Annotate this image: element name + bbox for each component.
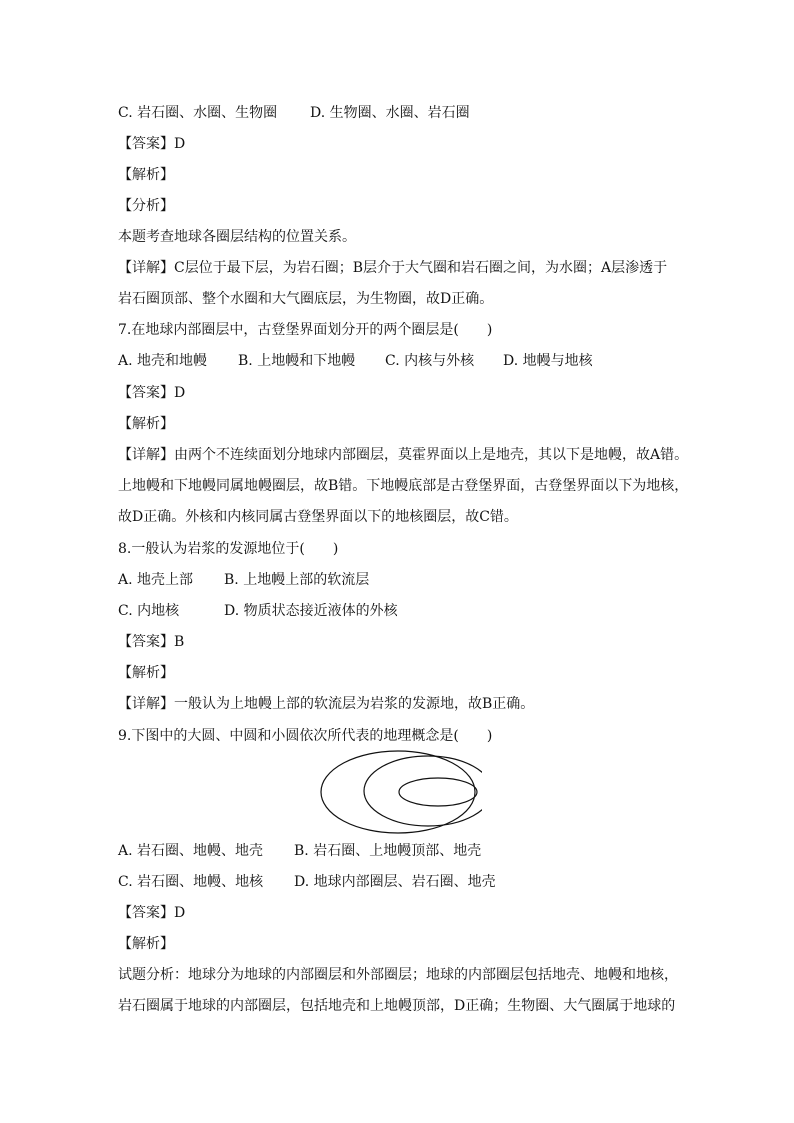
middle-circle (364, 756, 482, 826)
q8-answer: 【答案】B (118, 634, 185, 650)
q9-option-c: C. 岩石圈、地幔、地核 (118, 874, 264, 890)
q9-option-b: B. 岩石圈、上地幔顶部、地壳 (294, 843, 482, 859)
large-circle (321, 751, 475, 833)
q7-option-d: D. 地幔与地核 (503, 353, 593, 369)
q7-question: 7.在地球内部圈层中，古登堡界面划分开的两个圈层是( ) (118, 322, 493, 338)
q8-option-b: B. 上地幔上部的软流层 (224, 572, 370, 588)
small-circle (399, 778, 477, 806)
q6-answer: 【答案】D (118, 136, 186, 152)
q6-options-cd (118, 104, 470, 122)
q9-options-ab (118, 842, 481, 860)
q7-option-a: A. 地壳和地幔 (118, 353, 208, 369)
q9-detail-line-1: 试题分析：地球分为地球的内部圈层和外部圈层；地球的内部圈层包括地壳、地幔和地核， (118, 967, 678, 983)
q9-option-a: A. 岩石圈、地幔、地壳 (118, 843, 264, 859)
q7-option-b: B. 上地幔和下地幔 (238, 353, 356, 369)
q8-option-c: C. 内地核 (118, 603, 180, 619)
q9-option-d: D. 地球内部圈层、岩石圈、地壳 (294, 874, 496, 890)
q9-analysis-heading: 【解析】 (118, 936, 174, 952)
q6-detail-line-2: 岩石圈顶部、整个水圈和大气圈底层，为生物圈，故D正确。 (118, 291, 494, 307)
q7-answer: 【答案】D (118, 385, 186, 401)
q7-detail-line-2: 上地幔和下地幔同属地幔圈层，故B错。下地幔底部是古登堡界面，古登堡界面以下为地核， (118, 478, 689, 494)
q7-detail-line-1: 【详解】由两个不连续面划分地球内部圈层，莫霍界面以上是地壳，其以下是地幔，故A错。 (118, 447, 689, 463)
q8-option-a: A. 地壳上部 (118, 572, 194, 588)
q6-detail-line-1: 【详解】C层位于最下层，为岩石圈；B层介于大气圈和岩石圈之间，为水圈；A层渗透于 (118, 260, 668, 276)
q6-option-c: C. 岩石圈、水圈、生物圈 (118, 105, 278, 121)
q8-question: 8.一般认为岩浆的发源地位于( ) (118, 541, 339, 557)
q8-detail-line-1: 【详解】一般认为上地幔上部的软流层为岩浆的发源地，故B正确。 (118, 696, 535, 712)
q6-analysis-heading: 【解析】 (118, 167, 174, 183)
q9-detail-line-2: 岩石圈属于地球的内部圈层，包括地壳和上地幔顶部，D正确；生物圈、大气圈属于地球的 (118, 998, 676, 1014)
q9-options-cd (118, 873, 496, 891)
q7-analysis-heading: 【解析】 (118, 416, 174, 432)
q9-answer: 【答案】D (118, 905, 186, 921)
q7-option-c: C. 内核与外核 (385, 353, 475, 369)
q9-question: 9.下图中的大圆、中圆和小圆依次所代表的地理概念是( ) (118, 728, 493, 744)
q6-option-d: D. 生物圈、水圈、岩石圈 (310, 105, 470, 121)
q8-analysis-heading: 【解析】 (118, 665, 174, 681)
q8-option-d: D. 物质状态接近液体的外核 (224, 603, 398, 619)
q8-options-cd (118, 602, 398, 620)
q7-options (118, 352, 593, 370)
q6-fenxi-text: 本题考查地球各圈层结构的位置关系。 (118, 229, 356, 245)
q8-options-ab (118, 571, 369, 589)
q6-fenxi-heading: 【分析】 (118, 198, 174, 214)
q7-detail-line-3: 故D正确。外核和内核同属古登堡界面以下的地核圈层，故C错。 (118, 509, 518, 525)
nested-circles-diagram (318, 748, 482, 836)
